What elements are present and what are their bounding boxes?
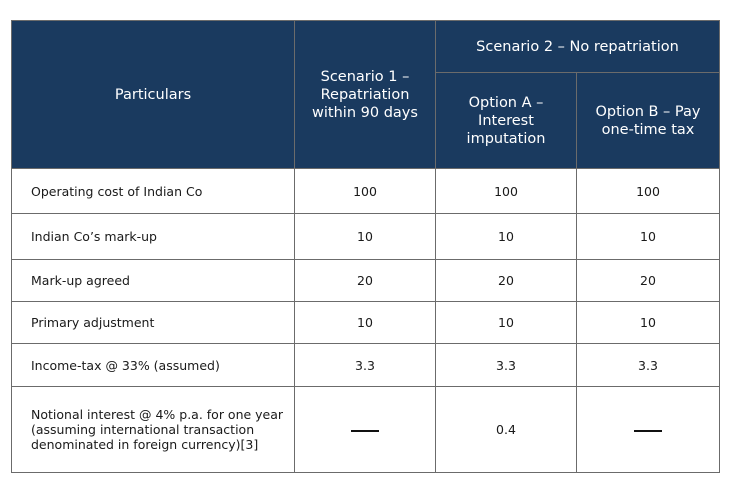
cell-scenario-1: 100 (295, 169, 436, 214)
header-scenario-1: Scenario 1 – Repatriation within 90 days (295, 21, 436, 169)
header-option-a: Option A – Interest imputation (436, 73, 577, 169)
header-option-b: Option B – Pay one-time tax (577, 73, 720, 169)
dash-mark (634, 430, 662, 432)
cell-scenario-1: 20 (295, 260, 436, 302)
cell-option-b: 10 (577, 302, 720, 344)
dash-mark (351, 430, 379, 432)
cell-option-b: 100 (577, 169, 720, 214)
table-row (12, 344, 720, 387)
header-particulars: Particulars (12, 21, 295, 169)
cell-scenario-1 (295, 387, 436, 473)
cell-option-a: 3.3 (436, 344, 577, 387)
row-label: Income-tax @ 33% (assumed) (12, 344, 295, 387)
cell-option-a: 10 (436, 214, 577, 260)
table-row (12, 260, 720, 302)
cell-option-a: 10 (436, 302, 577, 344)
row-label: Operating cost of Indian Co (12, 169, 295, 214)
row-label: Indian Co’s mark-up (12, 214, 295, 260)
header-scenario-2: Scenario 2 – No repatriation (436, 21, 720, 73)
cell-option-a: 20 (436, 260, 577, 302)
table-row (12, 169, 720, 214)
comparison-table (11, 20, 720, 473)
row-label: Notional interest @ 4% p.a. for one year (assuming international transaction denominated in foreign currency)[3] (12, 387, 295, 473)
cell-scenario-1: 3.3 (295, 344, 436, 387)
table-row (12, 387, 720, 473)
row-label: Mark-up agreed (12, 260, 295, 302)
cell-scenario-1: 10 (295, 302, 436, 344)
cell-option-b: 20 (577, 260, 720, 302)
table-row (12, 214, 720, 260)
row-label: Primary adjustment (12, 302, 295, 344)
table-row (12, 302, 720, 344)
cell-option-a: 100 (436, 169, 577, 214)
cell-scenario-1: 10 (295, 214, 436, 260)
cell-option-b (577, 387, 720, 473)
cell-option-a: 0.4 (436, 387, 577, 473)
cell-option-b: 3.3 (577, 344, 720, 387)
cell-option-b: 10 (577, 214, 720, 260)
